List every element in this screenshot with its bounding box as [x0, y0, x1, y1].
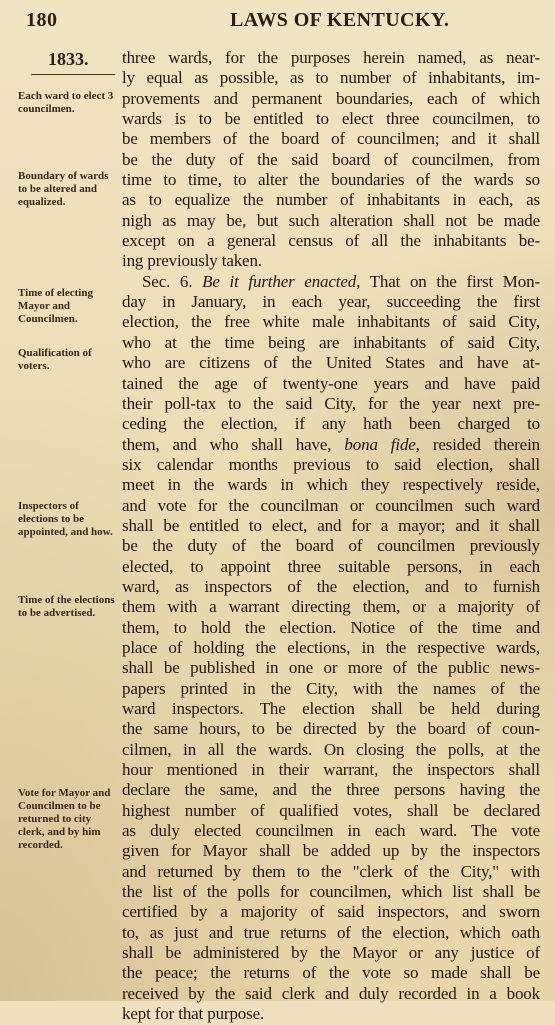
enacted-phrase: Be it further enacted, — [202, 271, 361, 291]
body-line: ward inspectors. The election shall be held during — [122, 699, 540, 718]
body-text — [122, 48, 540, 1025]
body-line: the same hours, to be directed by the board of coun- — [122, 719, 540, 739]
bona-fide-after: resided therein — [432, 434, 541, 454]
body-line: as duly elected councilmen in each ward. The vote — [122, 821, 540, 841]
body-line: ly equal as possible, as to number of inhabitants, im- — [122, 68, 540, 88]
year-marker: 1833. — [48, 49, 89, 69]
body-line: ward, as inspectors of the election, and to furnish — [122, 576, 540, 596]
body-line: provements and permanent boundaries, each of which — [122, 88, 540, 108]
body-line: six calendar months previous to said election, shall — [122, 454, 540, 474]
body-line: wards is to be entitled to elect three councilmen, to — [122, 109, 540, 129]
body-line: the list of the polls for councilmen, which list shall be — [122, 882, 540, 902]
margin-note-inspectors: Inspectors of elections to be appointed, and how. — [18, 500, 113, 538]
body-line: received by the said clerk and duly recorded in a book — [122, 983, 540, 1003]
body-line: them, to hold the election. Notice of the time and — [122, 617, 540, 637]
bona-fide-italic: bona fide, — [344, 434, 420, 454]
margin-note-vote-return: Vote for Mayor and Councilmen to be returned to city clerk, and by him recorded. — [18, 787, 111, 851]
body-line: papers printed in the City, with the names of the — [122, 678, 540, 698]
body-line: and vote for the councilman or councilmen such ward — [122, 495, 540, 515]
year-rule — [31, 74, 115, 75]
body-line: ing previously taken. — [122, 251, 262, 271]
page-header — [18, 6, 533, 34]
bona-fide-line — [122, 435, 540, 455]
body-line: given for Mayor shall be added up by the inspectors — [122, 841, 540, 861]
body-line: day in January, in each year, succeeding the first — [122, 292, 540, 312]
body-line: meet in the wards in which they respectively reside, — [122, 475, 540, 495]
body-line: and returned by them to the "clerk of the City," with — [122, 861, 540, 881]
body-line: elected, to appoint three suitable persons, in each — [122, 556, 540, 576]
body-line: cilmen, in all the wards. On closing the polls, at the — [122, 739, 540, 759]
body-line: to, as just and true returns of the election, which oath — [122, 922, 540, 942]
body-line: ceding the election, if any hath been charged to — [122, 414, 540, 434]
body-line: as to equalize the number of inhabitants in each, as — [122, 190, 540, 210]
body-line: certified by a majority of said inspectors, and sworn — [122, 902, 540, 922]
body-line: tained the age of twenty-one years and have paid — [122, 373, 540, 393]
section-heading-line — [122, 272, 540, 292]
section-first-line-rest: That on the first Mon- — [369, 271, 540, 291]
body-line: declare the same, and the three persons having the — [122, 780, 540, 800]
body-line: except on a general census of all the inhabitants be- — [122, 231, 540, 251]
body-line: the peace; the returns of the vote so made shall be — [122, 963, 540, 983]
body-line: shall be administered by the Mayor or any justice of — [122, 943, 540, 963]
body-line: highest number of qualified votes, shall be declared — [122, 800, 540, 820]
margin-note-election-time: Time of electing Mayor and Councilmen. — [18, 287, 93, 325]
body-line: three wards, for the purposes herein named, as near- — [122, 48, 540, 67]
body-line: who at the time being are inhabitants of said City, — [122, 332, 540, 352]
margin-note-wards: Each ward to elect 3 councilmen. — [18, 90, 114, 115]
body-line: who are citizens of the United States and have at- — [122, 353, 540, 373]
body-line: place of holding the elections, in the respective wards, — [122, 637, 540, 657]
margin-note-qualification: Qualification of voters. — [18, 347, 92, 372]
section-label: Sec. 6. — [142, 271, 193, 291]
body-line: time to time, to alter the boundaries of the wards so — [122, 170, 540, 190]
body-line: be members of the board of councilmen; and it shall — [122, 129, 540, 149]
body-line: shall be published in one or more of the public news- — [122, 658, 540, 678]
margin-note-boundaries: Boundary of wards to be altered and equalized. — [18, 170, 109, 208]
body-line: them with a warrant directing them, or a majority of — [122, 597, 540, 617]
body-line: election, the free white male inhabitants of said City, — [122, 312, 540, 332]
body-line: their poll-tax to the said City, for the year next pre- — [122, 393, 540, 413]
bona-fide-before: them, and who shall have, — [122, 434, 332, 454]
body-line: nigh as may be, but such alteration shall not be made — [122, 210, 540, 230]
body-line: kept for that purpose. — [122, 1004, 265, 1024]
margin-note-advertised: Time of the elections to be advertised. — [18, 594, 115, 619]
body-line: hour mentioned in their warrant, the inspectors shall — [122, 760, 540, 780]
page-number: 180 — [26, 9, 58, 31]
body-line: shall be entitled to elect, and for a mayor; and it shall — [122, 515, 540, 535]
running-title: LAWS OF KENTUCKY. — [230, 9, 450, 31]
body-line: be the duty of the said board of councilmen, from — [122, 149, 540, 169]
body-line: be the duty of the board of councilmen previously — [122, 536, 540, 556]
